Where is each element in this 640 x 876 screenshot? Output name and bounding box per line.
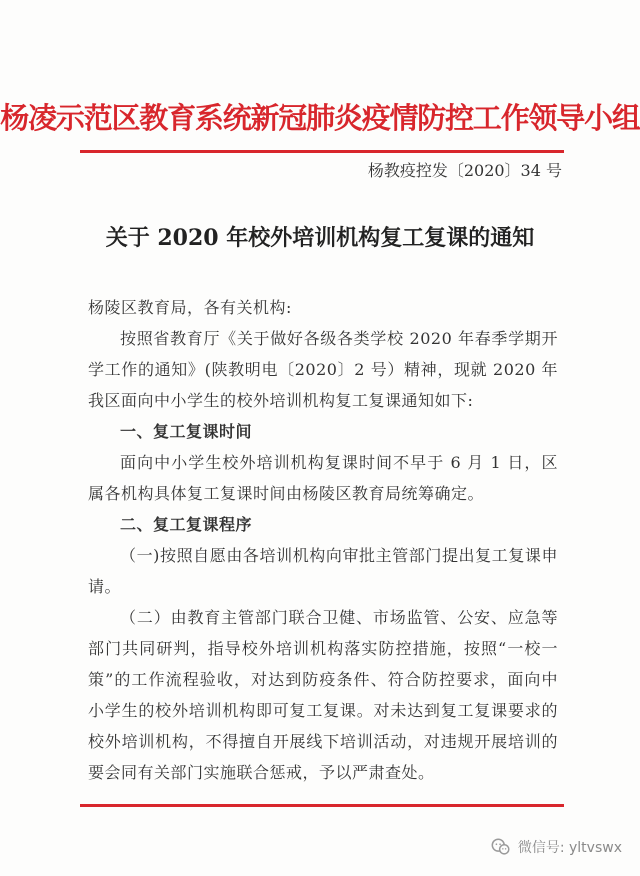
watermark-text: 微信号: yltvswx: [517, 840, 622, 856]
wechat-icon: [490, 836, 512, 858]
wechat-watermark: [490, 836, 622, 858]
document-number: 杨教疫控发〔2020〕34 号: [367, 161, 562, 180]
intro-paragraph: 按照省教育厅《关于做好各级各类学校 2020 年春季学期开学工作的通知》(陕教明电〔2020〕2 号）精神，现就 2020 年我区面向中小学生的校外培训机构复工复课通知如下:: [88, 329, 558, 410]
section-1-heading: 一、复工复课时间: [120, 422, 253, 441]
notice-title: 关于 2020 年校外培训机构复工复课的通知: [105, 225, 535, 251]
salutation: 杨陵区教育局，各有关机构:: [88, 298, 292, 317]
header-red-rule: [80, 150, 564, 153]
notice-body: [88, 292, 558, 788]
footer-red-rule: [80, 804, 564, 807]
section-2-heading: 二、复工复课程序: [120, 515, 253, 534]
org-title: 杨凌示范区教育系统新冠肺炎疫情防控工作领导小组: [0, 101, 640, 135]
section-2-item-2: （二）由教育主管部门联合卫健、市场监管、公安、应急等部门共同研判，指导校外培训机构落实防控措施，按照“一校一策”的工作流程验收，对达到防疫条件、符合防控要求，面向中小学生的校外培训机构即可复工复课。对未达到复工复课要求的校外培训机构，不得擅自开展线下培训活动，对违规开展培训的要会同有关部门实施联合惩戒，予以严肃查处。: [88, 608, 558, 782]
section-2-item-1: （一)按照自愿由各培训机构向审批主管部门提出复工复课申请。: [88, 546, 558, 596]
section-1-paragraph: 面向中小学生校外培训机构复课时间不早于 6 月 1 日，区属各机构具体复工复课时间由杨陵区教育局统筹确定。: [88, 453, 558, 503]
